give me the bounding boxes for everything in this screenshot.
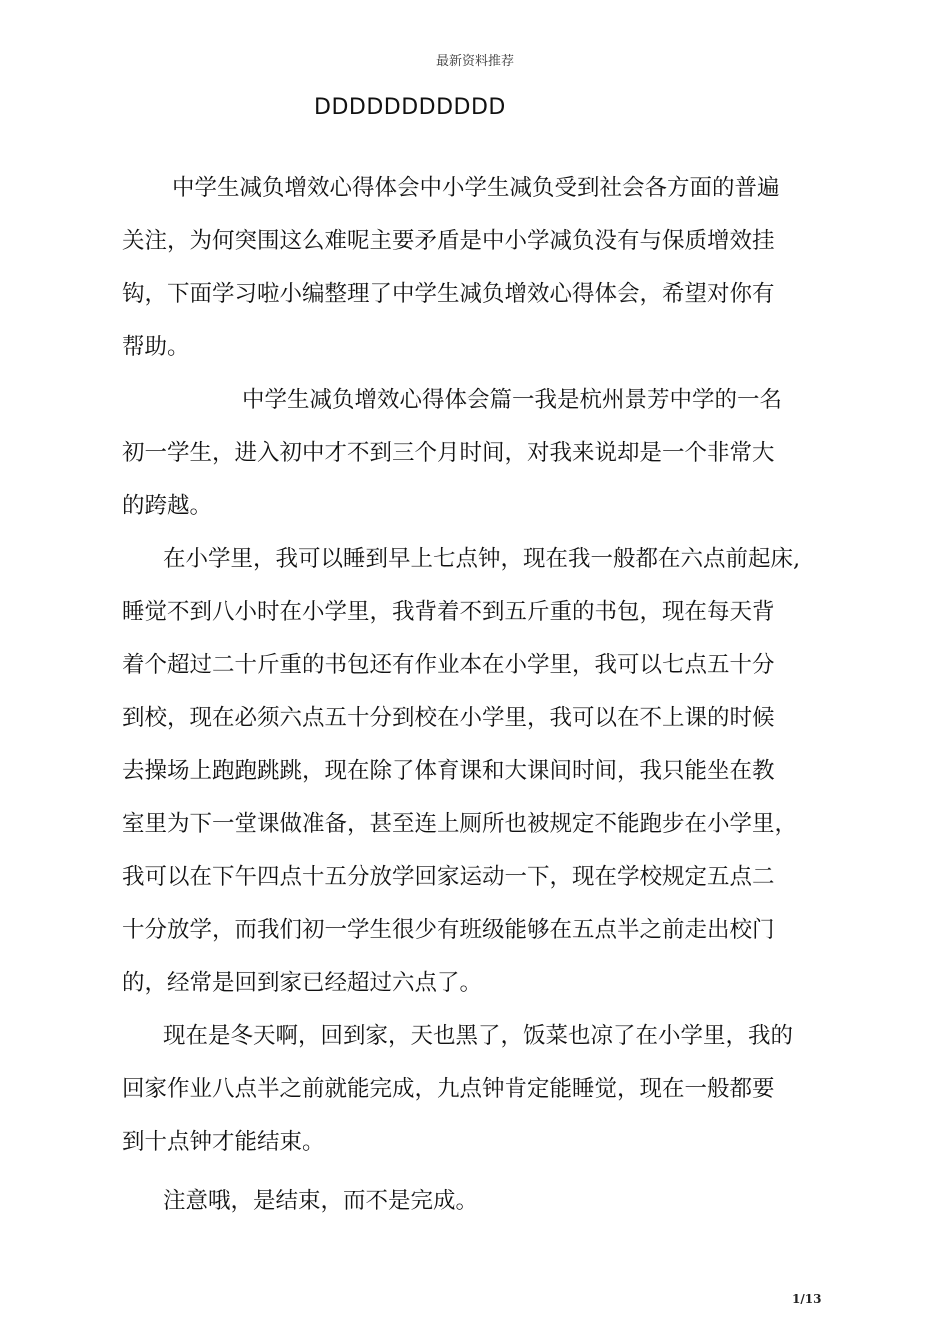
page-number: 1/13 xyxy=(792,1292,822,1306)
text-line: 在小学里，我可以睡到早上七点钟，现在我一般都在六点前起床, xyxy=(163,546,801,572)
text-line: 睡觉不到八小时在小学里，我背着不到五斤重的书包，现在每天背 xyxy=(122,599,775,625)
text-line: 关注，为何突围这么难呢主要矛盾是中小学减负没有与保质增效挂 xyxy=(122,228,775,254)
text-line: 到校，现在必须六点五十分到校在小学里，我可以在不上课的时候 xyxy=(122,705,775,731)
text-line: 我可以在下午四点十五分放学回家运动一下，现在学校规定五点二 xyxy=(122,864,775,890)
text-line: 的跨越。 xyxy=(122,493,213,519)
page-header: 最新资料推荐 xyxy=(435,54,514,69)
text-line: 初一学生，进入初中才不到三个月时间，对我来说却是一个非常大 xyxy=(122,440,775,466)
text-line: 钩，下面学习啦小编整理了中学生减负增效心得体会，希望对你有 xyxy=(122,281,775,307)
text-line: 去操场上跑跑跳跳，现在除了体育课和大课间时间，我只能坐在教 xyxy=(122,758,775,784)
text-line: 中学生减负增效心得体会中小学生减负受到社会各方面的普遍 xyxy=(172,175,780,201)
text-line: 的，经常是回到家已经超过六点了。 xyxy=(122,970,483,996)
text-line: 十分放学，而我们初一学生很少有班级能够在五点半之前走出校门 xyxy=(122,917,775,943)
text-line: 着个超过二十斤重的书包还有作业本在小学里，我可以七点五十分 xyxy=(122,652,775,678)
document-title: DDDDDDDDDDD xyxy=(314,95,506,120)
text-line: 到十点钟才能结束。 xyxy=(122,1129,325,1155)
text-line: 帮助。 xyxy=(122,334,190,360)
text-line: 室里为下一堂课做准备，甚至连上厕所也被规定不能跑步在小学里， xyxy=(122,811,798,837)
text-line: 中学生减负增效心得体会篇一我是杭州景芳中学的一名 xyxy=(242,387,783,413)
text-line: 注意哦，是结束，而不是完成。 xyxy=(163,1188,479,1214)
text-line: 现在是冬天啊，回到家，天也黑了，饭菜也凉了在小学里，我的 xyxy=(163,1023,794,1049)
text-line: 回家作业八点半之前就能完成，九点钟肯定能睡觉，现在一般都要 xyxy=(122,1076,775,1102)
